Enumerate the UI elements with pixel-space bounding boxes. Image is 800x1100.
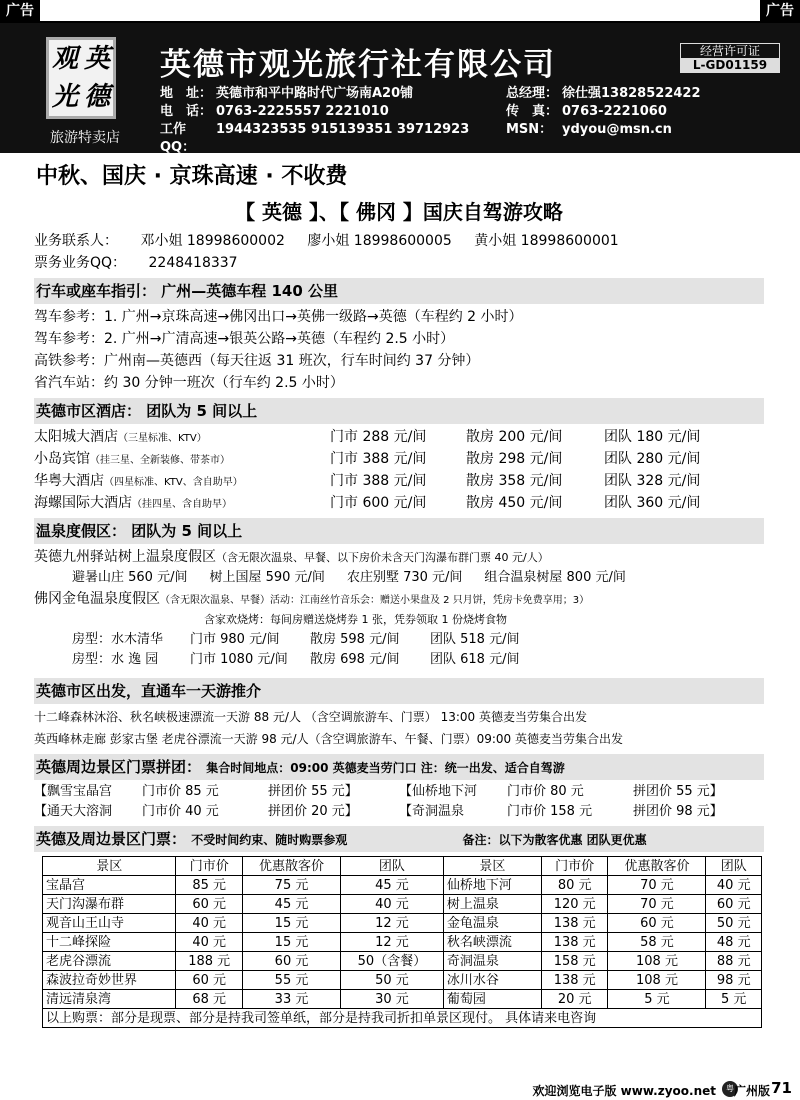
hotel-row bbox=[34, 470, 764, 492]
table-cell: 20 元 bbox=[541, 990, 608, 1009]
table-cell: 138 元 bbox=[541, 914, 608, 933]
hotel-row bbox=[34, 492, 764, 514]
table-cell: 葡萄园 bbox=[443, 990, 541, 1009]
table-cell: 宝晶宫 bbox=[43, 876, 176, 895]
spring-resort-line bbox=[34, 588, 764, 610]
table-cell: 60 元 bbox=[176, 895, 243, 914]
spring-resort-name: 英德九州驿站树上温泉度假区 bbox=[34, 549, 216, 565]
table-cell: 80 元 bbox=[541, 876, 608, 895]
combo-item bbox=[399, 782, 764, 802]
hotel-name: 海螺国际大酒店 bbox=[34, 495, 132, 511]
combo-group-price: 拼团价 98 元】 bbox=[633, 804, 723, 819]
combo-row bbox=[34, 782, 764, 802]
hotel-team-price: 团队 180 元/间 bbox=[604, 429, 701, 445]
table-cell: 70 元 bbox=[608, 895, 706, 914]
table-cell: 60 元 bbox=[706, 895, 762, 914]
driving-line: 驾车参考：1. 广州→京珠高速→佛冈出口→英佛一级路→英德（车程约 2 小时） bbox=[34, 309, 523, 325]
table-cell: 85 元 bbox=[176, 876, 243, 895]
company-name: 英德市观光旅行社有限公司 bbox=[160, 47, 556, 83]
hotel-door-price: 门市 388 元/间 bbox=[330, 451, 427, 467]
info-value: 0763-2221060 bbox=[562, 104, 667, 119]
ad-label-left: 广告 bbox=[0, 0, 40, 22]
hotel-team-price: 团队 360 元/间 bbox=[604, 495, 701, 511]
combo-row bbox=[34, 802, 764, 822]
info-value: ydyou@msn.cn bbox=[562, 122, 672, 137]
company-header bbox=[0, 23, 800, 153]
contact-person: 黄小姐 18998600001 bbox=[474, 233, 619, 249]
combo-group-price: 拼团价 55 元】 bbox=[633, 784, 723, 799]
table-cell: 奇洞温泉 bbox=[443, 952, 541, 971]
room-team-price: 团队 618 元/间 bbox=[430, 652, 520, 667]
spring-room-row bbox=[34, 630, 764, 650]
table-cell: 88 元 bbox=[706, 952, 762, 971]
spring-resort-note: （含无限次温泉、早餐、以下房价未含天门沟瀑布群门票 40 元/人） bbox=[216, 551, 549, 564]
ticket-header-note: 不受时间约束、随时购票参观 bbox=[191, 833, 348, 847]
ad-content bbox=[34, 160, 764, 1028]
combo-door-price: 门市价 85 元 bbox=[142, 784, 219, 799]
table-cell: 树上温泉 bbox=[443, 895, 541, 914]
table-cell: 仙桥地下河 bbox=[443, 876, 541, 895]
combo-item bbox=[399, 802, 764, 822]
spring-resort-note-2: 含家欢烧烤：每间房赠送烧烤券 1 张，凭券领取 1 份烧烤食物 bbox=[204, 613, 507, 626]
spring-resort-line bbox=[34, 546, 764, 568]
table-row bbox=[43, 971, 762, 990]
contact-people bbox=[34, 230, 764, 252]
combo-item bbox=[34, 782, 399, 802]
page-number: 71 bbox=[771, 1079, 792, 1097]
spring-room: 组合温泉树屋 800 元/间 bbox=[484, 570, 626, 585]
table-cell: 天门沟瀑布群 bbox=[43, 895, 176, 914]
ticket-header-label: 英德及周边景区门票： bbox=[36, 830, 187, 848]
hotel-single-price: 散房 298 元/间 bbox=[466, 451, 563, 467]
logo-char: 德 bbox=[83, 82, 110, 112]
table-cell: 60 元 bbox=[243, 952, 341, 971]
ticket-column-header: 景区 bbox=[443, 857, 541, 876]
company-info bbox=[160, 85, 701, 157]
ticket-header-note-2: 备注：以下为散客优惠 团队更优惠 bbox=[462, 833, 647, 847]
driving-line: 驾车参考：2. 广州→广清高速→银英公路→英德（车程约 2.5 小时） bbox=[34, 331, 455, 347]
table-cell: 158 元 bbox=[541, 952, 608, 971]
table-cell: 58 元 bbox=[608, 933, 706, 952]
hotel-door-price: 门市 288 元/间 bbox=[330, 429, 427, 445]
contact-label: 业务联系人： bbox=[34, 233, 118, 249]
table-row bbox=[43, 933, 762, 952]
table-cell: 森波拉奇妙世界 bbox=[43, 971, 176, 990]
table-cell: 75 元 bbox=[243, 876, 341, 895]
info-label: 地 址： bbox=[160, 86, 213, 101]
combo-name: 【飘雪宝晶宫 bbox=[34, 784, 113, 799]
combo-header-note: 集合时间地点：09:00 英德麦当劳门口 注：统一出发、适合自驾游 bbox=[206, 761, 565, 775]
spring-room: 避暑山庄 560 元/间 bbox=[72, 570, 188, 585]
combo-header-label: 英德周边景区门票拼团： bbox=[36, 758, 202, 776]
table-cell: 33 元 bbox=[243, 990, 341, 1009]
table-cell: 120 元 bbox=[541, 895, 608, 914]
room-team-price: 团队 518 元/间 bbox=[430, 632, 520, 647]
combo-group-price: 拼团价 20 元】 bbox=[268, 804, 358, 819]
hotel-name: 太阳城大酒店 bbox=[34, 429, 118, 445]
hotel-name-cell bbox=[34, 492, 330, 514]
table-cell: 98 元 bbox=[706, 971, 762, 990]
ticket-column-header: 优惠散客价 bbox=[608, 857, 706, 876]
room-type: 房型：水木清华 bbox=[72, 632, 164, 647]
tour-line: 英西峰林走廊 彭家古堡 老虎谷漂流一天游 98 元/人（含空调旅游车、午餐、门票）09:00 英德麦当劳集合出发 bbox=[34, 732, 623, 746]
table-cell: 40 元 bbox=[176, 914, 243, 933]
table-cell: 40 元 bbox=[176, 933, 243, 952]
info-label: 总经理： bbox=[506, 86, 559, 101]
driving-line: 高铁参考：广州南—英德西（每天往返 31 班次，行车时间约 37 分钟） bbox=[34, 353, 480, 369]
info-value: 英德市和平中路时代广场南A20铺 bbox=[216, 86, 414, 101]
tour-line: 十二峰森林沐浴、秋名峡极速漂流一天游 88 元/人 （含空调旅游车、门票） 13:00 英德麦当劳集合出发 bbox=[34, 710, 587, 724]
room-single-price: 散房 698 元/间 bbox=[310, 652, 400, 667]
headline: 中秋、国庆 · 京珠高速 · 不收费 bbox=[36, 164, 348, 189]
table-row bbox=[43, 914, 762, 933]
license-box bbox=[680, 43, 780, 73]
hotel-door-price: 门市 600 元/间 bbox=[330, 495, 427, 511]
info-row bbox=[160, 121, 701, 157]
driving-line: 省汽车站：约 30 分钟一班次（行车约 2.5 小时） bbox=[34, 375, 344, 391]
table-cell: 70 元 bbox=[608, 876, 706, 895]
qq-number: 2248418337 bbox=[148, 255, 238, 271]
ticket-footer-row bbox=[43, 1009, 762, 1028]
hotel-name: 华粤大酒店 bbox=[34, 473, 104, 489]
spring-section-header: 温泉度假区： 团队为 5 间以上 bbox=[34, 518, 764, 544]
table-cell: 108 元 bbox=[608, 952, 706, 971]
room-type: 房型：水 逸 园 bbox=[72, 652, 159, 667]
ticket-column-header: 门市价 bbox=[541, 857, 608, 876]
ticket-header-row bbox=[43, 857, 762, 876]
room-single-price: 散房 598 元/间 bbox=[310, 632, 400, 647]
table-cell: 15 元 bbox=[243, 914, 341, 933]
table-cell: 40 元 bbox=[706, 876, 762, 895]
table-cell: 50（含餐） bbox=[341, 952, 444, 971]
page-footer bbox=[0, 1076, 800, 1100]
table-cell: 12 元 bbox=[341, 914, 444, 933]
table-cell: 冰川水谷 bbox=[443, 971, 541, 990]
hotel-single-price: 散房 358 元/间 bbox=[466, 473, 563, 489]
spring-room-row bbox=[34, 650, 764, 670]
table-cell: 60 元 bbox=[176, 971, 243, 990]
info-label: 传 真： bbox=[506, 104, 559, 119]
spring-resort-note: （含无限次温泉、早餐）活动：江南丝竹音乐会：赠送小果盘及 2 只月饼，凭房卡免费享用；3） bbox=[160, 595, 590, 606]
company-logo bbox=[46, 37, 116, 119]
table-cell: 15 元 bbox=[243, 933, 341, 952]
hotel-name: 小岛宾馆 bbox=[34, 451, 90, 467]
hotel-team-price: 团队 328 元/间 bbox=[604, 473, 701, 489]
hotel-note: （挂四星、含自助早） bbox=[132, 499, 232, 510]
hotel-door-price: 门市 388 元/间 bbox=[330, 473, 427, 489]
table-cell: 45 元 bbox=[243, 895, 341, 914]
spring-resort-name: 佛冈金龟温泉度假区 bbox=[34, 591, 160, 607]
table-cell: 60 元 bbox=[608, 914, 706, 933]
hotel-team-price: 团队 280 元/间 bbox=[604, 451, 701, 467]
spring-room-list bbox=[34, 568, 764, 588]
info-value: 0763-2225557 2221010 bbox=[216, 104, 389, 119]
table-cell: 55 元 bbox=[243, 971, 341, 990]
hotel-section-header: 英德市区酒店： 团队为 5 间以上 bbox=[34, 398, 764, 424]
combo-section-header bbox=[34, 754, 764, 780]
hotel-single-price: 散房 200 元/间 bbox=[466, 429, 563, 445]
table-cell: 5 元 bbox=[608, 990, 706, 1009]
hotel-note: （四星标准、KTV、含自助早） bbox=[104, 477, 243, 488]
driving-section-header: 行车或座车指引： 广州—英德车程 140 公里 bbox=[34, 278, 764, 304]
qq-label: 票务业务QQ： bbox=[34, 255, 127, 271]
table-cell: 12 元 bbox=[341, 933, 444, 952]
hotel-name-cell bbox=[34, 426, 330, 448]
table-cell: 138 元 bbox=[541, 971, 608, 990]
table-cell: 68 元 bbox=[176, 990, 243, 1009]
table-cell: 秋名峡漂流 bbox=[443, 933, 541, 952]
license-code: L-GD01159 bbox=[681, 58, 779, 72]
hotel-name-cell bbox=[34, 470, 330, 492]
info-row bbox=[160, 103, 701, 121]
logo-char: 英 bbox=[83, 44, 110, 74]
hotel-note: （挂三星、全新装修、带茶市） bbox=[90, 455, 230, 466]
table-cell: 老虎谷漂流 bbox=[43, 952, 176, 971]
ticket-footer-note: 以上购票：部分是现票、部分是持我司签单纸，部分是持我司折扣单景区现付。 具体请来电咨询 bbox=[43, 1009, 762, 1028]
ticket-column-header: 优惠散客价 bbox=[243, 857, 341, 876]
ticket-column-header: 团队 bbox=[341, 857, 444, 876]
hotel-row bbox=[34, 448, 764, 470]
table-cell: 40 元 bbox=[341, 895, 444, 914]
info-value: 徐仕强13828522422 bbox=[562, 86, 701, 101]
combo-group-price: 拼团价 55 元】 bbox=[268, 784, 358, 799]
logo-char: 光 bbox=[51, 82, 78, 112]
ticket-section-header bbox=[34, 826, 764, 852]
footer-website: 欢迎浏览电子版 www.zyoo.net bbox=[532, 1084, 716, 1098]
contact-qq bbox=[34, 252, 764, 274]
table-cell: 金龟温泉 bbox=[443, 914, 541, 933]
room-door-price: 门市 1080 元/间 bbox=[190, 652, 288, 667]
license-label: 经营许可证 bbox=[699, 44, 760, 58]
sub-headline: 【 英德 】、【 佛冈 】国庆自驾游攻略 bbox=[235, 200, 563, 224]
table-cell: 清远清泉湾 bbox=[43, 990, 176, 1009]
combo-door-price: 门市价 158 元 bbox=[507, 804, 593, 819]
spring-room: 农庄别墅 730 元/间 bbox=[346, 570, 463, 585]
ticket-table bbox=[42, 856, 762, 1028]
combo-door-price: 门市价 40 元 bbox=[142, 804, 219, 819]
contact-person: 邓小姐 18998600002 bbox=[140, 233, 285, 249]
hotel-single-price: 散房 450 元/间 bbox=[466, 495, 563, 511]
combo-name: 【奇洞温泉 bbox=[399, 804, 465, 819]
combo-door-price: 门市价 80 元 bbox=[507, 784, 584, 799]
table-cell: 十二峰探险 bbox=[43, 933, 176, 952]
combo-item bbox=[34, 802, 399, 822]
logo-char: 观 bbox=[51, 44, 78, 74]
ticket-column-header: 景区 bbox=[43, 857, 176, 876]
ad-label-right: 广告 bbox=[760, 0, 800, 22]
table-cell: 观音山王山寺 bbox=[43, 914, 176, 933]
combo-name: 【仙桥地下河 bbox=[399, 784, 478, 799]
info-label: MSN： bbox=[506, 122, 553, 137]
edition-badge-icon: 粤 bbox=[722, 1081, 738, 1097]
info-value: 1944323535 915139351 39712923 bbox=[216, 122, 470, 137]
hotel-name-cell bbox=[34, 448, 330, 470]
tour-section-header: 英德市区出发，直通车一天游推介 bbox=[34, 678, 764, 704]
table-row bbox=[43, 990, 762, 1009]
table-row bbox=[43, 952, 762, 971]
info-label: 电 话： bbox=[160, 104, 213, 119]
ticket-column-header: 团队 bbox=[706, 857, 762, 876]
table-row bbox=[43, 876, 762, 895]
table-cell: 108 元 bbox=[608, 971, 706, 990]
table-cell: 138 元 bbox=[541, 933, 608, 952]
table-cell: 5 元 bbox=[706, 990, 762, 1009]
table-cell: 50 元 bbox=[341, 971, 444, 990]
table-cell: 48 元 bbox=[706, 933, 762, 952]
room-door-price: 门市 980 元/间 bbox=[190, 632, 280, 647]
info-label: 工作QQ： bbox=[160, 122, 196, 155]
ticket-column-header: 门市价 bbox=[176, 857, 243, 876]
contact-person: 廖小姐 18998600005 bbox=[307, 233, 452, 249]
hotel-note: （三星标准、KTV） bbox=[118, 433, 207, 444]
hotel-row bbox=[34, 426, 764, 448]
combo-name: 【通天大溶洞 bbox=[34, 804, 113, 819]
table-cell: 30 元 bbox=[341, 990, 444, 1009]
table-row bbox=[43, 895, 762, 914]
footer-edition: 广州版 bbox=[733, 1084, 770, 1098]
logo-caption: 旅游特卖店 bbox=[50, 130, 120, 146]
table-cell: 188 元 bbox=[176, 952, 243, 971]
spring-room: 树上国屋 590 元/间 bbox=[209, 570, 325, 585]
table-cell: 50 元 bbox=[706, 914, 762, 933]
table-cell: 45 元 bbox=[341, 876, 444, 895]
info-row bbox=[160, 85, 701, 103]
